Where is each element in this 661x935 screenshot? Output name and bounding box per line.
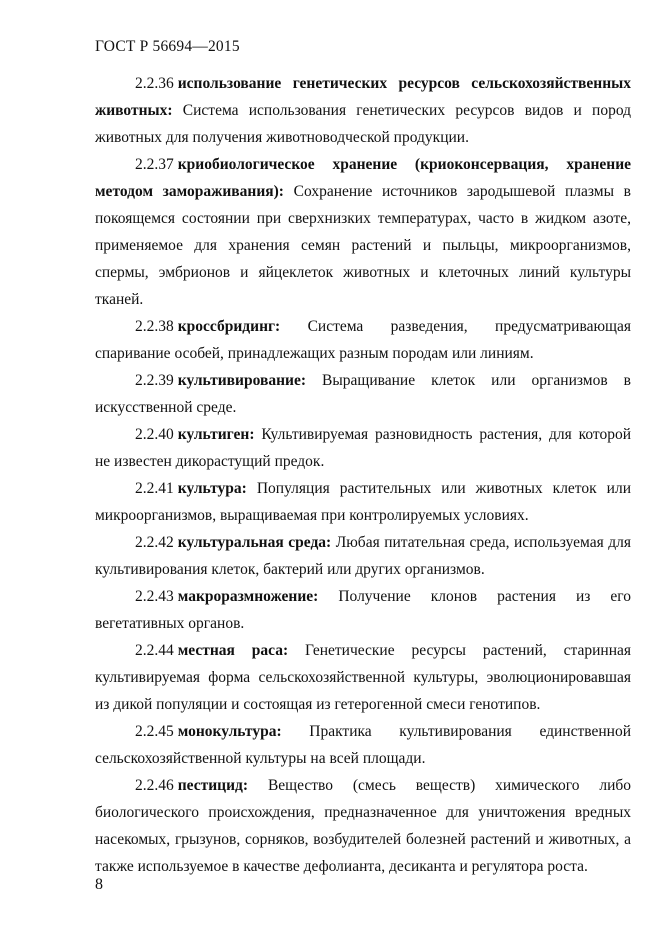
document-header: ГОСТ Р 56694—2015	[95, 38, 240, 55]
entry-number: 2.2.44	[135, 642, 174, 659]
term-entry-2-2-38	[95, 313, 631, 367]
term-entry-2-2-43	[95, 583, 631, 637]
entry-definition: Культивируемая разновидность растения, для которой не известен дикорастущий предок.	[95, 426, 632, 470]
entry-term: пестицид:	[177, 777, 249, 794]
term-entry-2-2-45	[95, 718, 631, 772]
entry-term: местная раса:	[177, 642, 289, 659]
entry-number: 2.2.36	[135, 75, 174, 92]
term-entry-2-2-41	[95, 475, 631, 529]
entry-term: культуральная среда:	[177, 534, 332, 551]
term-entry-2-2-42	[95, 529, 631, 583]
entry-term: криобиологическое хранение (криоконсервация, хранение методом замораживания):	[95, 156, 631, 200]
entry-term: культура:	[177, 480, 247, 497]
term-entry-2-2-44	[95, 637, 631, 718]
entry-definition: Система использования генетических ресурсов видов и пород животных для получения животноводческой продукции.	[95, 102, 632, 146]
entry-definition: Система разведения, предусматривающая спаривание особей, принадлежащих разным породам или линиям.	[95, 318, 631, 362]
entry-number: 2.2.39	[135, 372, 174, 389]
entry-number: 2.2.42	[135, 534, 174, 551]
page-number: 8	[95, 876, 103, 893]
entry-definition: Вещество (смесь веществ) химического либо биологического происхождения, предназначенное для уничтожения вредных насекомых, грызунов, сорняков, возбудителей болезней растений и животных, а также используемое в качестве дефолианта, десиканта и регулятора роста.	[95, 777, 631, 875]
term-entry-2-2-46	[95, 772, 631, 880]
entry-term: культиген:	[177, 426, 255, 443]
entry-number: 2.2.38	[135, 318, 174, 335]
entry-number: 2.2.40	[135, 426, 174, 443]
entry-number: 2.2.41	[135, 480, 174, 497]
entry-term: использование генетических ресурсов сельскохозяйственных животных:	[95, 75, 631, 119]
entry-term: монокультура:	[177, 723, 282, 740]
entry-number: 2.2.46	[135, 777, 174, 794]
entry-definition: Любая питательная среда, используемая для культивирования клеток, бактерий или других организмов.	[95, 534, 631, 578]
entry-definition: Сохранение источников зародышевой плазмы в покоящемся состоянии при сверхнизких температурах, часто в жидком азоте, применяемое для хранения семян растений и пыльцы, микроорганизмов, спермы, эмбрионов и яйцеклеток животных и клеточных линий культуры тканей.	[95, 183, 631, 308]
term-entry-2-2-36	[95, 70, 631, 151]
term-entry-2-2-39	[95, 367, 631, 421]
entry-number: 2.2.43	[135, 588, 174, 605]
entry-number: 2.2.37	[135, 156, 174, 173]
entry-definition: Получение клонов растения из его вегетативных органов.	[95, 588, 632, 632]
term-entry-2-2-37	[95, 151, 631, 313]
term-entry-2-2-40	[95, 421, 631, 475]
entry-number: 2.2.45	[135, 723, 174, 740]
entry-term: кроссбридинг:	[177, 318, 281, 335]
entry-definition: Генетические ресурсы растений, старинная культивируемая форма сельскохозяйственной культуры, эволюционировавшая из дикой популяции и состоящая из гетерогенной смеси генотипов.	[95, 642, 631, 713]
entry-definition: Популяция растительных или животных клеток или микроорганизмов, выращиваемая при контролируемых условиях.	[95, 480, 632, 524]
entry-definition: Выращивание клеток или организмов в искусственной среде.	[95, 372, 632, 416]
entry-term: макроразмножение:	[177, 588, 319, 605]
terms-list	[95, 70, 631, 880]
entry-definition: Практика культивирования единственной сельскохозяйственной культуры на всей площади.	[95, 723, 631, 767]
entry-term: культивирование:	[177, 372, 306, 389]
